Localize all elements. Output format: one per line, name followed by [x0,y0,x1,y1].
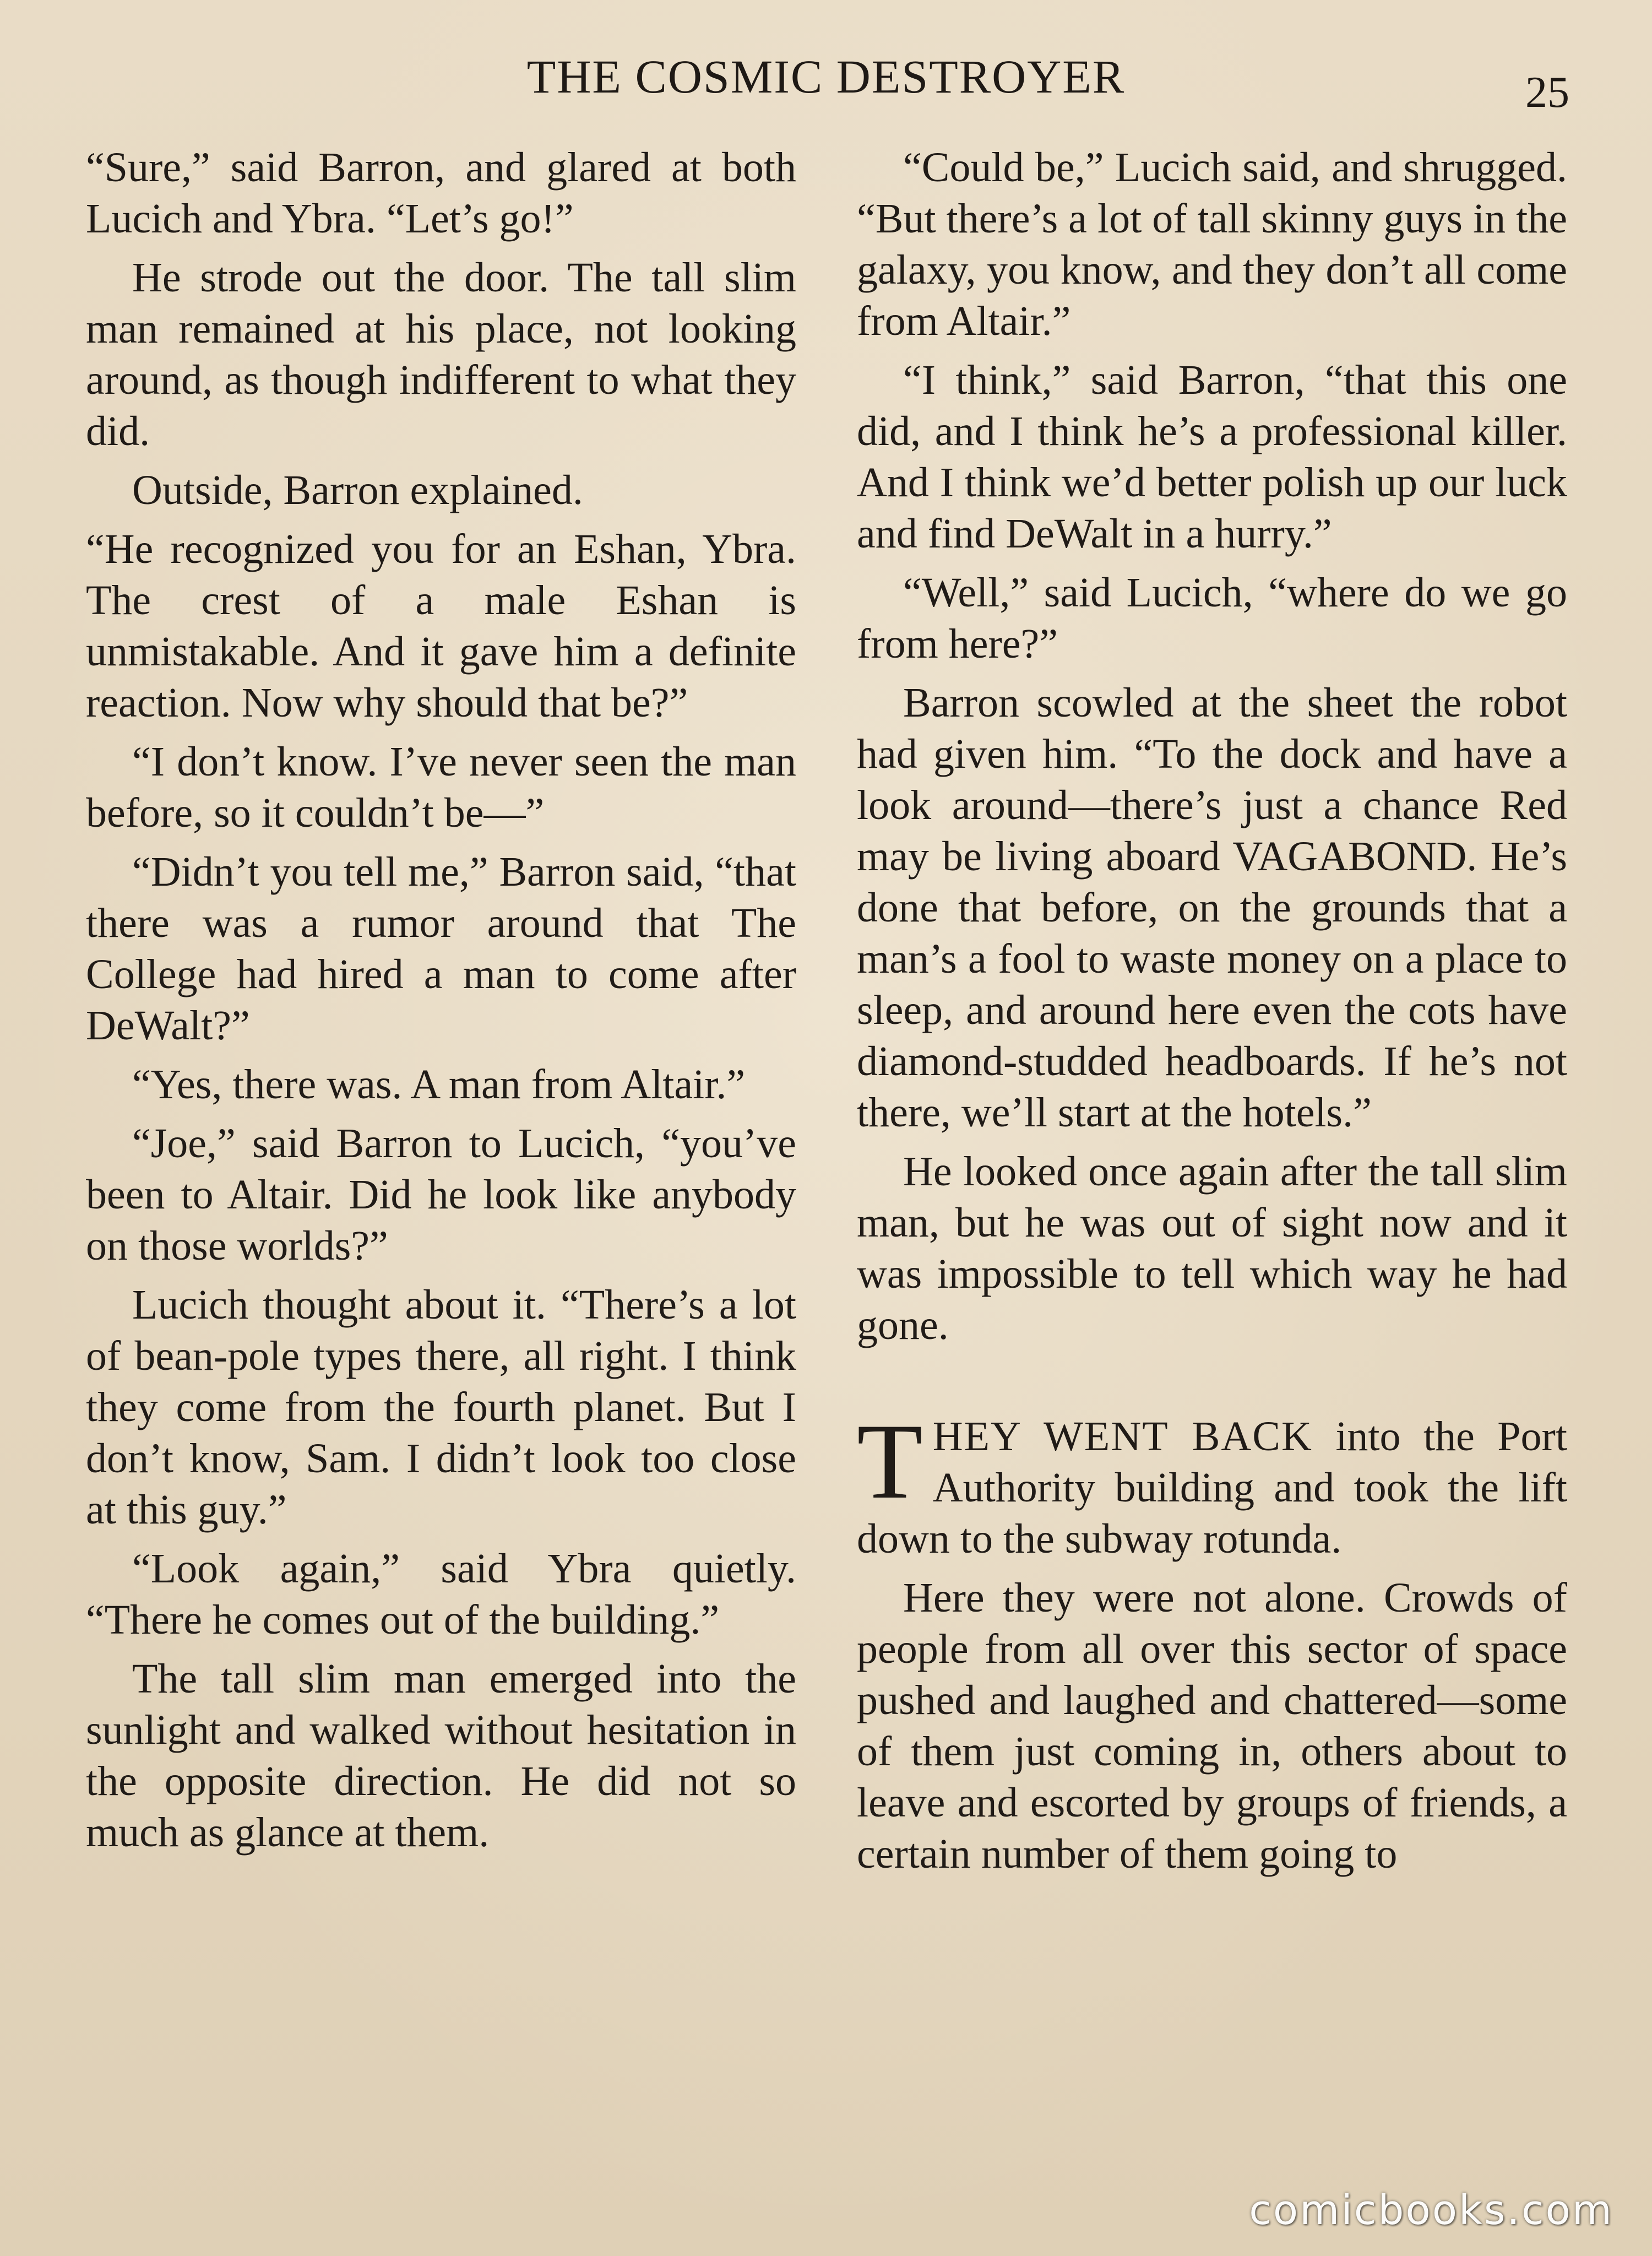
section-opening-text: into the Port Authority building and took the lift down to the subway rotunda. [857,1413,1567,1562]
left-column [86,142,796,1866]
paragraph: “Look again,” said Ybra quietly. “There he comes out of the building.” [86,1545,796,1643]
right-column [857,142,1567,1888]
section-lead-in: HEY WENT BACK [932,1413,1313,1460]
paragraph: “Sure,” said Barron, and glared at both Lucich and Ybra. “Let’s go!” [86,144,796,242]
running-head: THE COSMIC DESTROYER [526,50,1126,103]
paragraph: “Didn’t you tell me,” Barron said, “that there was a rumor around that The College had hired a man to come after DeWalt?” [86,849,796,1049]
paragraph: Lucich thought about it. “There’s a lot of bean-pole types there, all right. I think they come from the fourth planet. But I don’t know, Sam. I didn’t look too close at this guy.” [86,1282,796,1533]
paragraph: “Yes, there was. A man from Altair.” [132,1061,746,1108]
paragraph: “Well,” said Lucich, “where do we go from here?” [857,570,1567,667]
drop-cap: T [857,1402,923,1521]
watermark: comicbooks.com [1249,2187,1613,2234]
paragraph: “I think,” said Barron, “that this one did, and I think he’s a professional killer. And I think we’d better polish up our luck and find DeWalt in a hurry.” [857,357,1567,557]
paragraph: Here they were not alone. Crowds of people from all over this sector of space pushed and laughed and chattered—some of them just coming in, others about to leave and escorted by groups of friends, a certain number of them going to [857,1575,1567,1877]
paragraph: The tall slim man emerged into the sunlight and walked without hesitation in the opposite direction. He did not so much as glance at them. [86,1656,796,1856]
page-number: 25 [1525,68,1569,117]
section-break [857,1359,1567,1411]
paragraph: Barron scowled at the sheet the robot had given him. “To the dock and have a look around—there’s just a chance Red may be living aboard VAGABOND. He’s done that before, on the grounds that a man’s a fool to waste money on a place to sleep, and around here even the cots have diamond-studded headboards. If he’s not there, we’ll start at the hotels.” [857,680,1567,1136]
paragraph: He strode out the door. The tall slim man remained at his place, not looking around, as though indifferent to what they did. [86,254,796,454]
paragraph: “He recognized you for an Eshan, Ybra. The crest of a male Eshan is unmistakable. And it gave him a definite reaction. Now why should that be?” [86,526,796,726]
paragraph: He looked once again after the tall slim man, but he was out of sight now and it was impossible to tell which way he had gone. [857,1148,1567,1348]
paragraph: “Could be,” Lucich said, and shrugged. “But there’s a lot of tall skinny guys in the galaxy, you know, and they don’t all come from Altair.” [857,144,1567,344]
paragraph: “I don’t know. I’ve never seen the man before, so it couldn’t be—” [86,739,796,836]
paragraph: “Joe,” said Barron to Lucich, “you’ve been to Altair. Did he look like anybody on those worlds?” [86,1120,796,1269]
section-opening-paragraph [857,1402,1567,1565]
paragraph: Outside, Barron explained. [132,467,583,513]
